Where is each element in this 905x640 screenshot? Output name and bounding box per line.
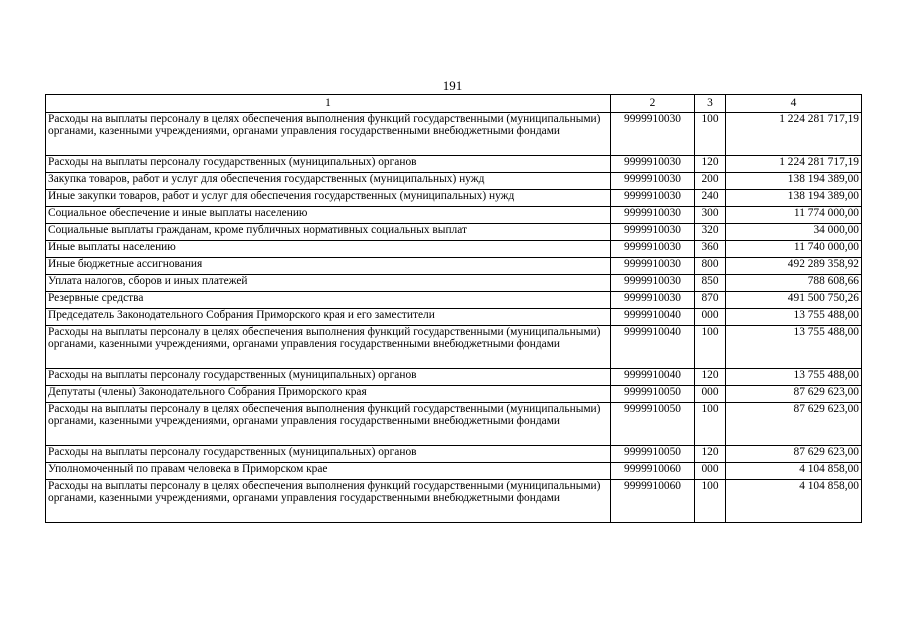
row-type: 850	[695, 275, 726, 292]
row-code: 9999910030	[611, 224, 695, 241]
row-code: 9999910050	[611, 446, 695, 463]
row-type: 100	[695, 480, 726, 523]
row-name: Уплата налогов, сборов и иных платежей	[46, 275, 611, 292]
table-row	[46, 258, 862, 275]
row-code: 9999910060	[611, 463, 695, 480]
table-row	[46, 224, 862, 241]
row-type: 870	[695, 292, 726, 309]
row-amount: 1 224 281 717,19	[726, 156, 862, 173]
table-row	[46, 275, 862, 292]
row-code: 9999910060	[611, 480, 695, 523]
row-code: 9999910030	[611, 173, 695, 190]
row-type: 120	[695, 446, 726, 463]
row-type: 120	[695, 156, 726, 173]
row-type: 320	[695, 224, 726, 241]
row-type: 300	[695, 207, 726, 224]
row-code: 9999910030	[611, 292, 695, 309]
row-amount: 87 629 623,00	[726, 386, 862, 403]
row-code: 9999910030	[611, 113, 695, 156]
row-type: 800	[695, 258, 726, 275]
table-row	[46, 113, 862, 156]
row-type: 000	[695, 386, 726, 403]
row-name: Расходы на выплаты персоналу в целях обеспечения выполнения функций государственными (муниципальными) органами, казенными учреждениями, органами управления государственными внебюджетными фондами	[46, 113, 611, 156]
row-code: 9999910050	[611, 386, 695, 403]
row-name: Иные выплаты населению	[46, 241, 611, 258]
page-number: 191	[442, 78, 463, 93]
row-type: 200	[695, 173, 726, 190]
row-code: 9999910030	[611, 156, 695, 173]
row-type: 100	[695, 403, 726, 446]
column-header-3: 3	[695, 95, 726, 113]
table-header-row	[46, 95, 862, 113]
row-name: Социальное обеспечение и иные выплаты населению	[46, 207, 611, 224]
row-name: Уполномоченный по правам человека в Приморском крае	[46, 463, 611, 480]
table-row	[46, 292, 862, 309]
row-name: Расходы на выплаты персоналу государственных (муниципальных) органов	[46, 446, 611, 463]
table-row	[46, 190, 862, 207]
row-name: Иные закупки товаров, работ и услуг для обеспечения государственных (муниципальных) нужд	[46, 190, 611, 207]
row-name: Расходы на выплаты персоналу в целях обеспечения выполнения функций государственными (муниципальными) органами, казенными учреждениями, органами управления государственными внебюджетными фондами	[46, 480, 611, 523]
row-name: Резервные средства	[46, 292, 611, 309]
row-name: Расходы на выплаты персоналу в целях обеспечения выполнения функций государственными (муниципальными) органами, казенными учреждениями, органами управления государственными внебюджетными фондами	[46, 403, 611, 446]
row-type: 000	[695, 463, 726, 480]
table-row	[46, 241, 862, 258]
row-amount: 13 755 488,00	[726, 326, 862, 369]
budget-table	[45, 94, 862, 523]
row-amount: 788 608,66	[726, 275, 862, 292]
row-name: Расходы на выплаты персоналу государственных (муниципальных) органов	[46, 369, 611, 386]
row-name: Депутаты (члены) Законодательного Собрания Приморского края	[46, 386, 611, 403]
row-amount: 11 740 000,00	[726, 241, 862, 258]
table-row	[46, 369, 862, 386]
row-type: 000	[695, 309, 726, 326]
column-header-2: 2	[611, 95, 695, 113]
row-code: 9999910030	[611, 241, 695, 258]
row-name: Председатель Законодательного Собрания Приморского края и его заместители	[46, 309, 611, 326]
row-amount: 34 000,00	[726, 224, 862, 241]
table-row	[46, 480, 862, 523]
row-amount: 87 629 623,00	[726, 446, 862, 463]
row-name: Расходы на выплаты персоналу государственных (муниципальных) органов	[46, 156, 611, 173]
row-amount: 4 104 858,00	[726, 480, 862, 523]
table-row	[46, 326, 862, 369]
table-row	[46, 403, 862, 446]
row-amount: 11 774 000,00	[726, 207, 862, 224]
row-amount: 492 289 358,92	[726, 258, 862, 275]
row-amount: 4 104 858,00	[726, 463, 862, 480]
row-type: 120	[695, 369, 726, 386]
row-amount: 87 629 623,00	[726, 403, 862, 446]
table-row	[46, 463, 862, 480]
row-amount: 491 500 750,26	[726, 292, 862, 309]
row-code: 9999910030	[611, 207, 695, 224]
row-name: Расходы на выплаты персоналу в целях обеспечения выполнения функций государственными (муниципальными) органами, казенными учреждениями, органами управления государственными внебюджетными фондами	[46, 326, 611, 369]
table-row	[46, 446, 862, 463]
column-header-1: 1	[46, 95, 611, 113]
table-row	[46, 207, 862, 224]
row-code: 9999910030	[611, 258, 695, 275]
row-name: Социальные выплаты гражданам, кроме публичных нормативных социальных выплат	[46, 224, 611, 241]
table-row	[46, 156, 862, 173]
table-row	[46, 309, 862, 326]
row-type: 100	[695, 326, 726, 369]
row-type: 240	[695, 190, 726, 207]
column-header-4: 4	[726, 95, 862, 113]
row-name: Иные бюджетные ассигнования	[46, 258, 611, 275]
row-amount: 1 224 281 717,19	[726, 113, 862, 156]
table-row	[46, 173, 862, 190]
table-row	[46, 386, 862, 403]
row-code: 9999910040	[611, 369, 695, 386]
row-code: 9999910030	[611, 190, 695, 207]
row-code: 9999910040	[611, 309, 695, 326]
row-name: Закупка товаров, работ и услуг для обеспечения государственных (муниципальных) нужд	[46, 173, 611, 190]
row-code: 9999910040	[611, 326, 695, 369]
row-amount: 13 755 488,00	[726, 369, 862, 386]
row-amount: 138 194 389,00	[726, 173, 862, 190]
row-type: 100	[695, 113, 726, 156]
row-amount: 138 194 389,00	[726, 190, 862, 207]
row-code: 9999910050	[611, 403, 695, 446]
row-code: 9999910030	[611, 275, 695, 292]
row-amount: 13 755 488,00	[726, 309, 862, 326]
row-type: 360	[695, 241, 726, 258]
